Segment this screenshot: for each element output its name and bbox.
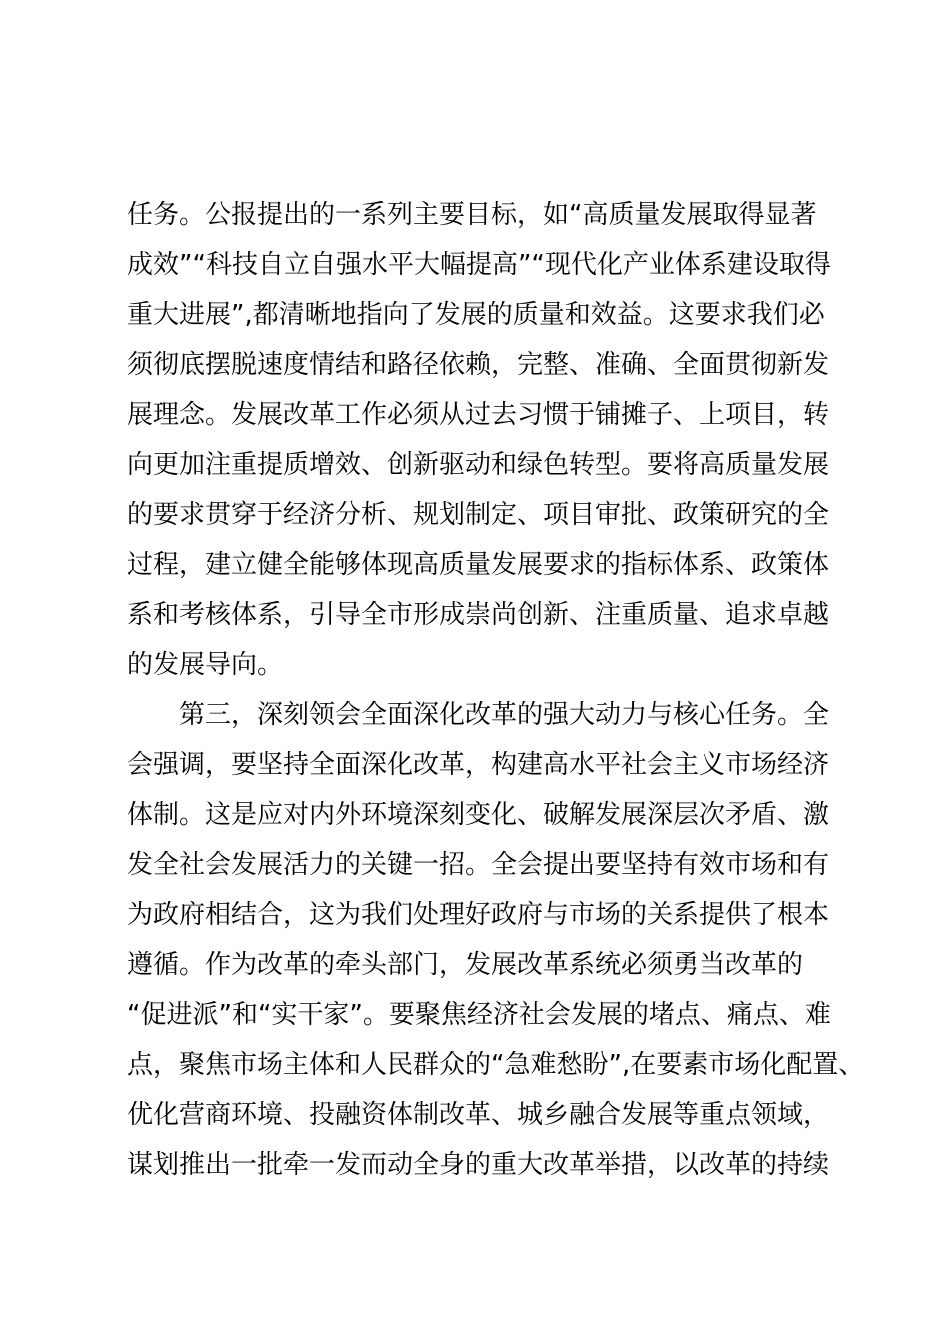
text-line: 第三，深刻领会全面深化改革的强大动力与核心任务。全 <box>179 700 830 730</box>
text-line: 任务。公报提出的一系列主要目标，如“高质量发展取得显著 <box>127 200 817 230</box>
text-line: 展理念。发展改革工作必须从过去习惯于铺摊子、上项目，转 <box>127 400 830 430</box>
text-line: 点，聚焦市场主体和人民群众的“急难愁盼”,在要素市场化配置、 <box>127 1050 865 1080</box>
text-line: 向更加注重提质增效、创新驱动和绿色转型。要将高质量发展 <box>127 450 830 480</box>
text-line: “促进派”和“实干家”。要聚焦经济社会发展的堵点、痛点、难 <box>127 1000 831 1030</box>
text-line: 系和考核体系，引导全市形成崇尚创新、注重质量、追求卓越 <box>127 600 830 630</box>
paragraph-2 <box>127 690 865 1190</box>
text-line: 的发展导向。 <box>127 650 284 680</box>
text-line: 遵循。作为改革的牵头部门，发展改革系统必须勇当改革的 <box>127 950 804 980</box>
body-text <box>127 190 865 1190</box>
text-line: 重大进展”,都清晰地指向了发展的质量和效益。这要求我们必 <box>127 300 825 330</box>
text-line: 发全社会发展活力的关键一招。全会提出要坚持有效市场和有 <box>127 850 830 880</box>
text-line: 优化营商环境、投融资体制改革、城乡融合发展等重点领域， <box>127 1100 830 1130</box>
text-line: 成效”“科技自立自强水平大幅提高”“现代化产业体系建设取得 <box>127 250 831 280</box>
paragraph-1 <box>127 190 831 690</box>
text-line: 须彻底摆脱速度情结和路径依赖，完整、准确、全面贯彻新发 <box>127 350 830 380</box>
text-line: 体制。这是应对内外环境深刻变化、破解发展深层次矛盾、激 <box>127 800 830 830</box>
text-line: 过程，建立健全能够体现高质量发展要求的指标体系、政策体 <box>127 550 830 580</box>
text-line: 会强调，要坚持全面深化改革，构建高水平社会主义市场经济 <box>127 750 830 780</box>
text-line: 的要求贯穿于经济分析、规划制定、项目审批、政策研究的全 <box>127 500 830 530</box>
text-line: 谋划推出一批牵一发而动全身的重大改革举措，以改革的持续 <box>127 1150 830 1180</box>
text-line: 为政府相结合，这为我们处理好政府与市场的关系提供了根本 <box>127 900 830 930</box>
